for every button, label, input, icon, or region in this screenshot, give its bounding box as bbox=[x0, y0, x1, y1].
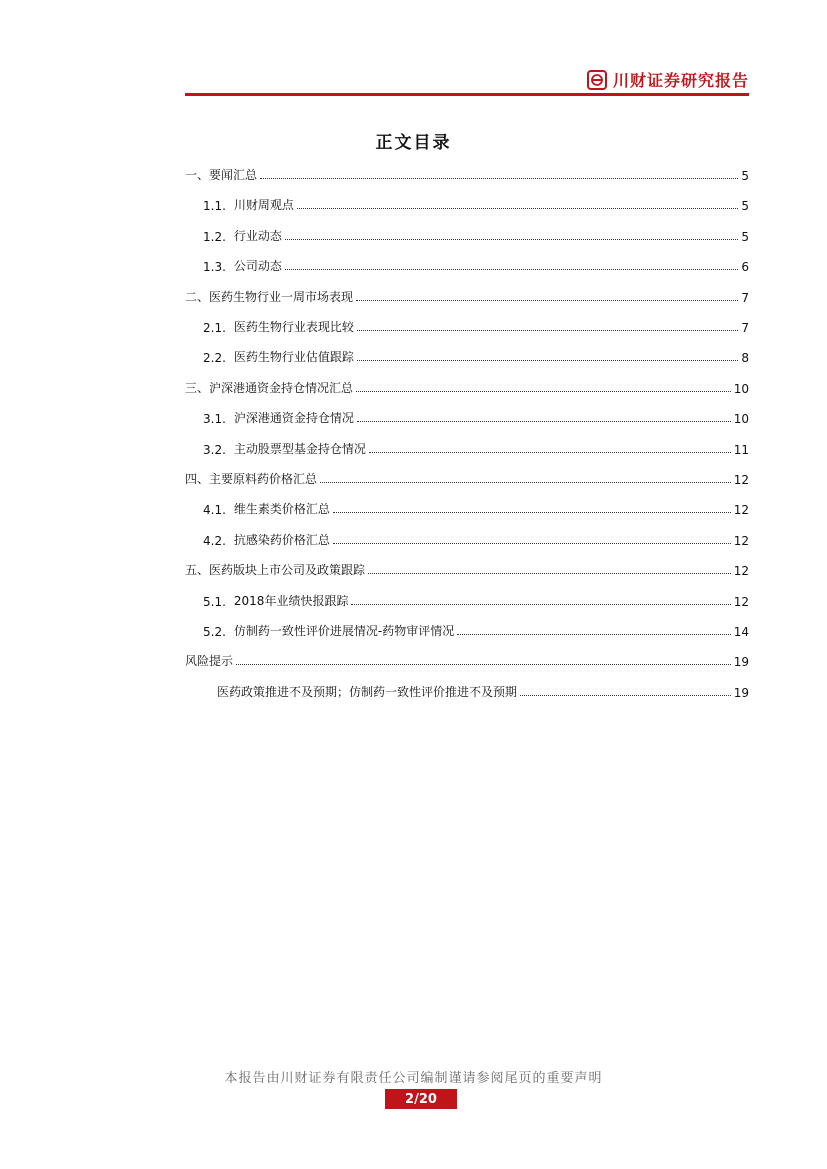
toc-dot-leader bbox=[368, 572, 731, 574]
toc-entry-label: 医药生物行业估值跟踪 bbox=[233, 350, 354, 365]
toc-entry[interactable] bbox=[203, 435, 749, 457]
toc-dot-leader bbox=[285, 238, 738, 240]
toc-dot-leader bbox=[236, 663, 731, 665]
toc-entry-number: 5.2. bbox=[203, 625, 226, 639]
toc-dot-leader bbox=[357, 359, 738, 361]
toc-dot-leader bbox=[351, 603, 730, 605]
toc-entry[interactable] bbox=[203, 404, 749, 426]
brand-name: 川财证券研究报告 bbox=[612, 71, 749, 90]
toc-entry[interactable] bbox=[203, 222, 749, 244]
toc-entry[interactable] bbox=[203, 252, 749, 274]
toc-entry-page: 12 bbox=[733, 594, 749, 609]
toc-entry-number: 4.1. bbox=[203, 503, 226, 518]
toc-entry-page: 12 bbox=[733, 533, 749, 548]
toc-dot-leader bbox=[333, 542, 731, 544]
toc-entry-page: 19 bbox=[733, 685, 749, 700]
toc-entry-label: 川财周观点 bbox=[233, 198, 294, 213]
toc-dot-leader bbox=[369, 451, 731, 453]
toc-entry-page: 7 bbox=[741, 290, 749, 305]
toc-entry-label: 四、主要原料药价格汇总 bbox=[185, 472, 318, 486]
toc-entry-label: 五、医药版块上市公司及政策跟踪 bbox=[185, 563, 366, 578]
toc-entry[interactable] bbox=[185, 161, 749, 183]
toc-entry-label: 2018年业绩快报跟踪 bbox=[233, 593, 349, 608]
toc-entry[interactable] bbox=[203, 191, 749, 213]
disclaimer-note: 本报告由川财证券有限责任公司编制谨请参阅尾页的重要声明 bbox=[224, 1071, 603, 1086]
toc-entry[interactable] bbox=[217, 678, 749, 700]
toc-entry-number: 3.2. bbox=[203, 442, 226, 457]
toc-dot-leader bbox=[260, 177, 738, 179]
toc-entry[interactable] bbox=[203, 587, 749, 609]
toc-entry[interactable] bbox=[185, 283, 749, 305]
toc-entry-number: 1.3. bbox=[203, 260, 226, 275]
toc-dot-leader bbox=[285, 268, 738, 270]
toc-entry-page: 8 bbox=[741, 351, 749, 366]
toc-entry-label: 公司动态 bbox=[233, 259, 282, 274]
chuancai-logo-icon bbox=[587, 70, 607, 90]
toc-dot-leader bbox=[457, 633, 730, 635]
toc-entry-label: 维生素类价格汇总 bbox=[233, 502, 330, 517]
toc-entry-number: 2.1. bbox=[203, 321, 226, 335]
toc-entry-page: 5 bbox=[741, 169, 749, 183]
toc-dot-leader bbox=[333, 511, 731, 513]
toc-entry-number: 2.2. bbox=[203, 351, 226, 366]
toc-entry[interactable] bbox=[203, 495, 749, 517]
header-divider bbox=[185, 93, 749, 96]
toc-entry-page: 5 bbox=[741, 199, 749, 214]
toc-entry[interactable] bbox=[203, 526, 749, 548]
toc-entry-label: 风险提示 bbox=[185, 654, 234, 669]
toc-entry[interactable] bbox=[203, 313, 749, 335]
toc-entry-label: 三、沪深港通资金持仓情况汇总 bbox=[185, 380, 354, 395]
toc-entry-label: 主动股票型基金持仓情况 bbox=[233, 441, 366, 456]
toc-entry-page: 11 bbox=[733, 442, 749, 457]
toc-entry-number: 1.2. bbox=[203, 229, 226, 244]
toc-entry-label: 沪深港通资金持仓情况 bbox=[233, 411, 354, 426]
toc-entry-label: 行业动态 bbox=[233, 228, 282, 243]
page-header bbox=[185, 64, 749, 96]
toc-entry-label: 二、医药生物行业一周市场表现 bbox=[185, 289, 354, 304]
toc-entry-label: 抗感染药价格汇总 bbox=[233, 532, 330, 547]
toc-dot-leader bbox=[357, 420, 731, 422]
toc-entry-page: 6 bbox=[741, 260, 749, 275]
toc-entry[interactable] bbox=[185, 465, 749, 487]
toc-entry-page: 19 bbox=[733, 655, 749, 670]
toc-entry-page: 12 bbox=[733, 564, 749, 579]
toc-entry[interactable] bbox=[185, 647, 749, 669]
toc-entry-page: 14 bbox=[733, 625, 749, 639]
page-number-badge: 2/20 bbox=[385, 1089, 457, 1109]
toc-entry-number: 4.2. bbox=[203, 533, 226, 548]
toc-entry[interactable] bbox=[185, 374, 749, 396]
toc-dot-leader bbox=[297, 207, 738, 209]
toc-entry[interactable] bbox=[185, 556, 749, 578]
toc-entry-label: 医药生物行业表现比较 bbox=[233, 320, 354, 334]
toc-entry-number: 3.1. bbox=[203, 412, 226, 427]
toc-dot-leader bbox=[320, 481, 731, 483]
toc-entry-label: 仿制药一致性评价进展情况-药物审评情况 bbox=[233, 624, 455, 638]
toc-entry-number: 5.1. bbox=[203, 594, 226, 609]
toc-entry-label: 一、要闻汇总 bbox=[185, 168, 258, 182]
brand bbox=[587, 68, 749, 91]
toc-entry-page: 10 bbox=[733, 412, 749, 427]
toc-dot-leader bbox=[357, 329, 738, 331]
toc-title: 正文目录 bbox=[375, 133, 452, 153]
toc-entry[interactable] bbox=[203, 343, 749, 365]
toc-dot-leader bbox=[356, 299, 738, 301]
toc-entry-page: 5 bbox=[741, 229, 749, 244]
toc-entry-page: 7 bbox=[741, 321, 749, 335]
toc-entry-page: 12 bbox=[733, 473, 749, 487]
toc-entry-number: 1.1. bbox=[203, 199, 226, 214]
toc-entry-page: 10 bbox=[733, 381, 749, 396]
toc-entry-page: 12 bbox=[733, 503, 749, 518]
toc-entry[interactable] bbox=[203, 617, 749, 639]
toc-entry-label: 医药政策推进不及预期；仿制药一致性评价推进不及预期 bbox=[217, 684, 518, 699]
toc-dot-leader bbox=[520, 694, 731, 696]
toc-dot-leader bbox=[356, 390, 731, 392]
